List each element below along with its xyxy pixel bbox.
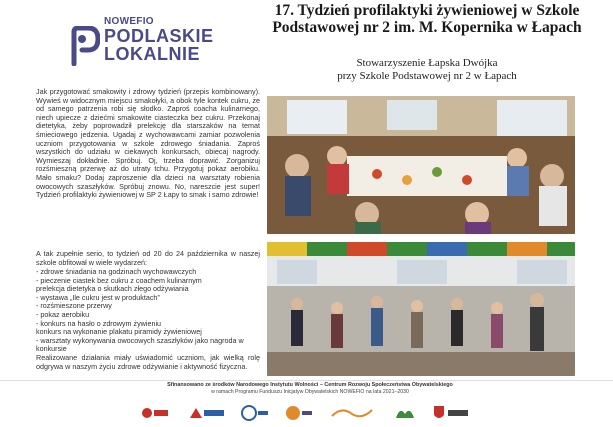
list-item: - pieczenie ciastek bez cukru z coachem kulinarnym	[36, 275, 202, 285]
niw-icon	[140, 404, 170, 422]
sp2-logo	[430, 404, 470, 422]
logo-podlaskie-text: PODLASKIE	[104, 26, 214, 46]
funding-statement: Sfinansowano ze środków Narodowego Instytutu Wolności – Centrum Rozwoju Społeczeństwa Obywatelskiego	[167, 382, 453, 388]
intro-paragraph: Jak przygotować smakowity i zdrowy tydzień (przepis kombinowany). Wywieś w widocznym miejscu smakołyki, a obok tyle kontek cukru, że od samego patrzenia robi się słodko. Zaproś coacha kulinarnego, niech upiecze z dziećmi smakowite ciasteczka bez cukru. Przekonaj dietetyka, żeby poprowadził prelekcję dla starszaków na temat śmieciowego jedzenia. Ugadaj z wychowawcami zamiar pozwolenia uczniom przygotowania w szkole zdrowego śniadania. Zaproś wszystkich do udziału w ciekawych konkursach, obiecaj nagrody. Wymieszaj dokładnie. Spróbuj. Oj, trzeba doprawić. Zorganizuj rozśmieszną przerwę aż do utraty tchu. Przygotuj pokaz aerobiku. Mało smaku? Dodaj zaproszenie dla dzieci na warsztaty robienia owocowych szaszłyków. Spróbuj znowu. No, nareszcie jest super! Tydzień profilaktyki żywieniowej w SP 2 Łapy to smak i samo zdrowie!	[36, 87, 260, 200]
list-item: - pokaz aerobiku	[36, 309, 90, 319]
organization-subtitle	[262, 57, 592, 82]
nowefio-icon	[240, 404, 270, 422]
list-item: - konkurs na hasło o zdrowym żywieniu	[36, 318, 162, 328]
events-intro-paragraph: A tak zupełnie serio, to tydzień od 20 do 24 października w naszej szkole obfitował w wiele wydarzeń:	[36, 249, 260, 267]
list-item: - warsztaty wykonywania owocowych szaszłyków jako nagroda w konkursie	[36, 335, 244, 354]
nowefio-logo	[240, 404, 270, 422]
poster-title: 17. Tydzień profilaktyki żywieniowej w Szkole Podstawowej nr 2 im. M. Kopernika w Łapach	[272, 2, 582, 36]
funding-program: w ramach Programu Funduszu Inicjatyw Obywatelskich NOWEFIO na lata 2021–2030	[211, 389, 409, 395]
summary-paragraph: Realizowane działania miały uświadomić uczniom, jak wielką rolę odgrywa w naszym życiu zdrowe odżywianie i aktywność fizyczna.	[36, 353, 260, 371]
logo-lokalnie-text: LOKALNIE	[104, 44, 200, 64]
podlaskie-icon	[284, 404, 314, 422]
subtitle-line-2: przy Szkole Podstawowej nr 2 w Łapach	[337, 69, 517, 82]
active-go-logo	[330, 404, 374, 422]
list-item: prelekcja dietetyka o skutkach złego odżywiania	[36, 284, 189, 294]
active-go-icon	[330, 404, 374, 422]
list-item: - wystawa „Ile cukru jest w produktach”	[36, 292, 160, 302]
lapska-dwojka-logo	[390, 404, 420, 422]
footer-divider	[0, 380, 613, 381]
niw-logo	[140, 404, 170, 422]
aerobics-photo	[267, 242, 575, 376]
podlaskie-lokalnie-logo	[70, 14, 220, 68]
aerobics-photo-image	[267, 242, 575, 376]
logo-mark-icon	[70, 26, 100, 66]
list-item: - rozśmieszone przerwy	[36, 301, 112, 311]
podlaskie-logo	[284, 404, 314, 422]
events-list	[36, 268, 262, 354]
subtitle-line-1: Stowarzyszenie Łapska Dwójka	[356, 57, 498, 69]
sponsor-logos	[140, 404, 480, 422]
breakfast-photo	[267, 96, 575, 234]
lapska-dwojka-icon	[390, 404, 420, 422]
sp2-shield-icon	[430, 404, 470, 422]
list-item: konkurs na wykonanie plakatu piramidy żywieniowej	[36, 327, 202, 337]
breakfast-photo-image	[267, 96, 575, 234]
list-item: - zdrowe śniadania na godzinach wychowawczych	[36, 267, 197, 276]
fio-logo	[186, 404, 226, 422]
fio-icon	[186, 404, 226, 422]
logo-nowefio-text: NOWEFIO	[104, 16, 154, 27]
